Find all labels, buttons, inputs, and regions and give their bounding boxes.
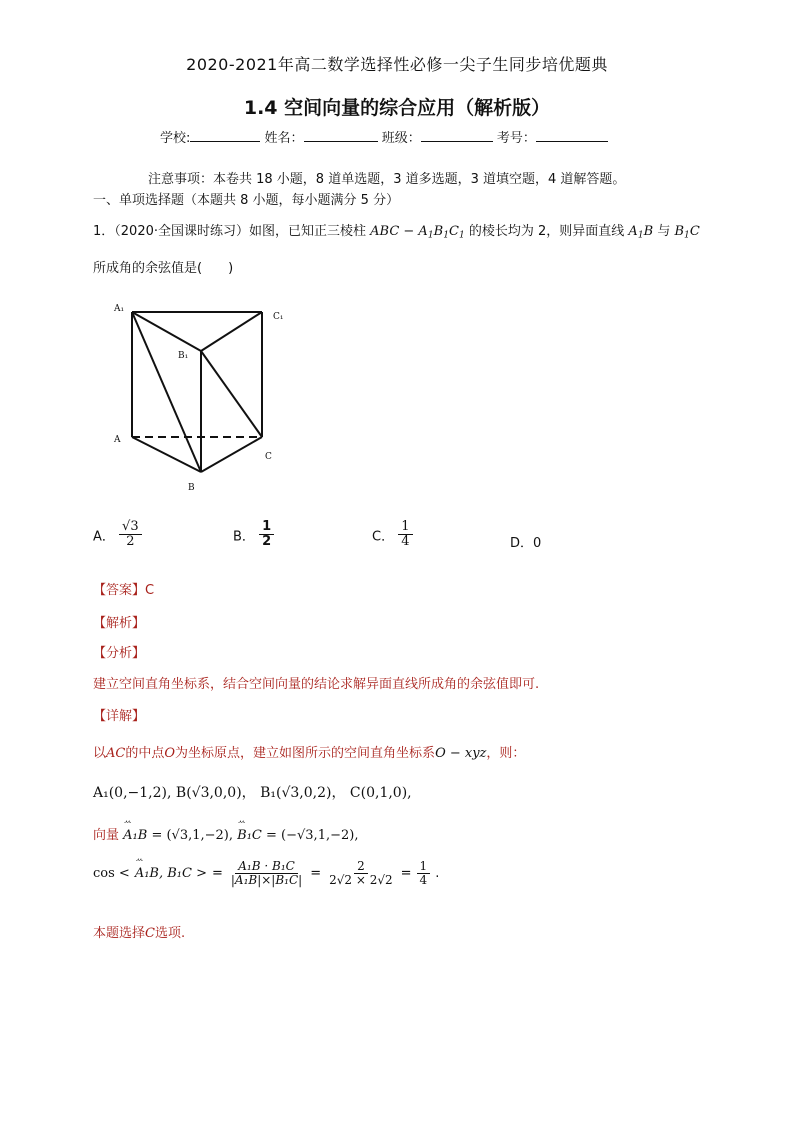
exam-no-label: 考号： <box>496 131 536 146</box>
prism-figure <box>100 295 300 495</box>
option-a[interactable]: A． $\frac{√3}{2}$ <box>93 520 142 550</box>
option-c[interactable]: C． $\frac{1}{4}$ <box>372 520 413 550</box>
question-prefix: 1．（2020·全国课时练习）如图，已知正三棱柱 <box>93 224 366 239</box>
class-label: 班级： <box>381 131 421 146</box>
label-b1: B₁ <box>178 351 189 361</box>
option-b-den: 2 <box>262 534 272 550</box>
coordinates-line: A₁(0,−1,2), B(√3,0,0)， B₁(√3,0,2)， C(0,1,0), <box>93 785 412 801</box>
analysis-label: 【解析】 <box>93 616 146 631</box>
line-a1b: $A_1B$ <box>628 224 654 241</box>
option-a-num: √3 <box>119 520 142 535</box>
question-and: 与 <box>657 224 671 239</box>
school-blank[interactable] <box>190 127 260 142</box>
vectors-label: 向量 <box>93 828 120 843</box>
section-heading: 一、单项选择题（本题共 8 小题，每小题满分 5 分） <box>93 193 400 208</box>
fenxi-text: 建立空间直角坐标系，结合空间向量的结论求解异面直线所成角的余弦值即可. <box>93 677 540 692</box>
label-a: A <box>114 435 121 445</box>
vector-a1b: ꕀ A₁B <box>123 828 147 843</box>
name-blank[interactable] <box>304 127 378 142</box>
school-label: 学校: <box>160 131 191 146</box>
label-b: B <box>188 483 195 493</box>
cos-denominator-2: 2√2 × 2√2 <box>329 873 393 888</box>
cosine-line: cos < ꕀ A₁B, B₁C > = $\frac{\text{A₁B · B₁C}}{\text{|A₁B|×|B₁C|}}$ = $\frac{2}{2√2 \times 2√2}$ = $\frac{1}{4}$ . <box>93 860 439 887</box>
class-blank[interactable] <box>421 127 493 142</box>
option-d-value: 0 <box>533 536 542 551</box>
series-title: 2020-2021年高二数学选择性必修一尖子生同步培优题典 <box>186 55 608 74</box>
label-c: C <box>265 452 272 462</box>
answer-label: 【答案】 <box>93 583 146 598</box>
fenxi-label: 【分析】 <box>93 646 146 661</box>
exam-no-blank[interactable] <box>536 127 608 142</box>
option-a-den: 2 <box>126 534 135 550</box>
option-b[interactable]: B． $\frac{1}{2}$ <box>233 520 274 550</box>
document-title: 1.4 空间向量的综合应用（解析版） <box>243 97 551 119</box>
option-c-den: 4 <box>401 534 410 550</box>
cos-numerator: A₁B · B₁C <box>235 860 298 874</box>
name-label: 姓名： <box>264 131 304 146</box>
detail-label: 【详解】 <box>93 709 146 724</box>
option-b-num: 1 <box>259 520 274 535</box>
question-line-2: 所成角的余弦值是( ) <box>93 261 234 276</box>
vector-a1b-value: = (√3,1,−2), <box>151 828 234 843</box>
notice-text: 注意事项：本卷共 18 小题，8 道单选题，3 道多选题，3 道填空题，4 道解答题。 <box>148 172 626 187</box>
vectors-line <box>93 824 358 843</box>
label-c1: C₁ <box>273 312 284 322</box>
cos-denominator-3: 4 <box>419 873 428 888</box>
cos-vectors: ꕀ A₁B, B₁C > <box>135 866 207 881</box>
detail-line-1: 以AC的中点O为坐标原点，建立如图所示的空间直角坐标系O − xyz，则： <box>93 746 526 761</box>
option-d[interactable]: D．0 <box>510 536 542 551</box>
cos-numerator-2: 2 <box>354 860 368 874</box>
conclusion-line: 本题选择C选项. <box>93 926 186 941</box>
info-fields <box>160 127 608 146</box>
cos-denominator: |A₁B|×|B₁C| <box>230 873 303 888</box>
label-a1: A₁ <box>114 304 125 314</box>
vector-b1c-value: = (−√3,1,−2), <box>266 828 359 843</box>
question-line-1 <box>93 220 700 241</box>
answer-value: C <box>145 583 155 598</box>
answer-line <box>93 579 154 598</box>
prism-name: ABC − $A_1B_1C_1$ <box>370 224 465 241</box>
question-mid: 的棱长均为 2，则异面直线 <box>468 224 625 239</box>
vector-b1c: ꕀ B₁C <box>237 828 262 843</box>
line-b1c: $B_1C$ <box>674 224 700 241</box>
option-c-num: 1 <box>398 520 412 535</box>
cos-numerator-3: 1 <box>417 860 431 874</box>
